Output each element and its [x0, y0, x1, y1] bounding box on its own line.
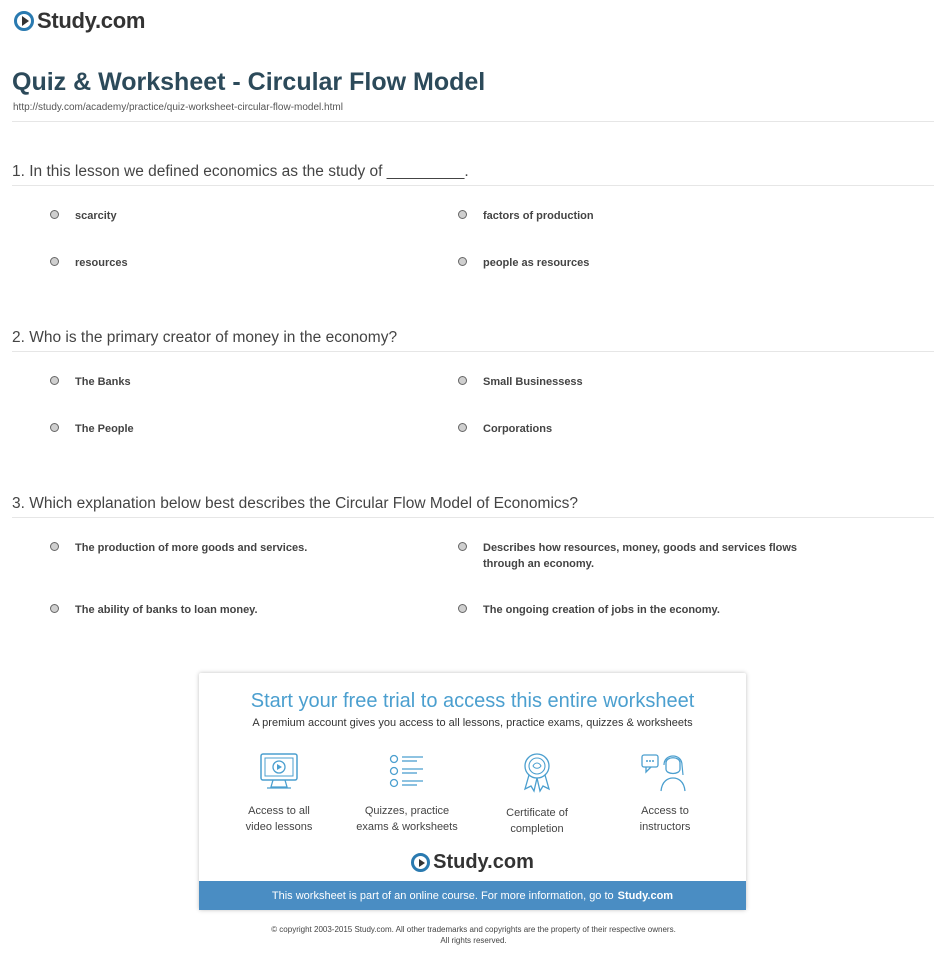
logo-text: Study.com	[37, 8, 146, 33]
feature-line: exams & worksheets	[356, 821, 458, 833]
feature-certificate	[472, 751, 602, 837]
answer-option[interactable]	[50, 602, 258, 618]
answer-option[interactable]	[50, 374, 131, 390]
feature-line: completion	[510, 823, 564, 835]
answer-label: Small Businessess	[483, 376, 583, 388]
divider	[12, 351, 934, 352]
answer-label: scarcity	[75, 210, 117, 222]
answer-label: The production of more goods and services.	[75, 542, 308, 554]
rights-line: All rights reserved.	[440, 936, 507, 945]
answer-option[interactable]	[50, 421, 134, 437]
radio-button[interactable]	[458, 423, 467, 432]
answer-label: The Banks	[75, 376, 131, 388]
copyright-footer	[0, 924, 947, 946]
answer-label: The People	[75, 423, 134, 435]
answer-option[interactable]	[50, 255, 128, 271]
feature-line: Certificate of	[506, 807, 568, 819]
divider	[12, 121, 934, 122]
promo-logo[interactable]	[199, 851, 746, 874]
radio-button[interactable]	[458, 257, 467, 266]
page-url[interactable]: http://study.com/academy/practice/quiz-worksheet-circular-flow-model.html	[13, 102, 343, 113]
answer-option[interactable]	[50, 540, 307, 556]
answer-label: Corporations	[483, 423, 553, 435]
promo-subline: A premium account gives you access to all lessons, practice exams, quizzes & worksheets	[252, 717, 693, 729]
answer-option[interactable]	[458, 540, 838, 572]
promo-logo-text: Study.com	[433, 851, 534, 873]
quiz-list-icon	[385, 751, 429, 793]
feature-line: Quizzes, practice	[364, 805, 450, 817]
divider	[12, 517, 934, 518]
play-logo-icon	[14, 11, 34, 31]
answer-label: The ongoing creation of jobs in the economy.	[483, 604, 720, 616]
radio-button[interactable]	[50, 423, 59, 432]
feature-line: Access to	[641, 805, 689, 817]
promo-headline[interactable]: Start your free trial to access this entire worksheet	[250, 690, 695, 712]
feature-line: Access to all	[248, 805, 310, 817]
radio-button[interactable]	[50, 604, 59, 613]
feature-instructors	[600, 751, 730, 835]
feature-video-lessons	[214, 751, 344, 835]
video-lesson-icon	[257, 751, 301, 793]
page-title: Quiz & Worksheet - Circular Flow Model	[12, 68, 486, 96]
answer-label: resources	[75, 257, 128, 269]
answer-option[interactable]	[50, 208, 117, 224]
radio-button[interactable]	[50, 257, 59, 266]
radio-button[interactable]	[458, 542, 467, 551]
copyright-line: © copyright 2003-2015 Study.com. All other trademarks and copyrights are the property of their respective owners.	[271, 925, 676, 934]
study-link[interactable]: Study.com	[617, 889, 674, 902]
free-trial-promo	[199, 673, 746, 910]
radio-button[interactable]	[50, 376, 59, 385]
instructor-icon	[640, 751, 690, 793]
divider	[12, 185, 934, 186]
answer-option[interactable]	[458, 602, 720, 618]
answer-label: factors of production	[483, 210, 594, 222]
question-1: 1. In this lesson we defined economics as the study of _________.	[12, 163, 469, 180]
answer-option[interactable]	[458, 208, 594, 224]
question-3: 3. Which explanation below best describes the Circular Flow Model of Economics?	[12, 495, 579, 512]
feature-line: video lessons	[245, 821, 313, 833]
radio-button[interactable]	[458, 210, 467, 219]
bar-text: This worksheet is part of an online course. For more information, go to	[271, 889, 614, 902]
radio-button[interactable]	[50, 542, 59, 551]
answer-label: people as resources	[483, 257, 590, 269]
answer-option[interactable]	[458, 255, 589, 271]
answer-label: The ability of banks to loan money.	[75, 604, 258, 616]
course-info-bar	[199, 881, 746, 910]
answer-option[interactable]	[458, 421, 552, 437]
certificate-icon	[515, 751, 559, 795]
play-logo-icon	[411, 853, 430, 872]
radio-button[interactable]	[458, 376, 467, 385]
answer-label: Describes how resources, money, goods and services flows through an economy.	[483, 542, 798, 570]
question-2: 2. Who is the primary creator of money in the economy?	[12, 329, 398, 346]
radio-button[interactable]	[458, 604, 467, 613]
feature-line: instructors	[639, 821, 691, 833]
feature-quizzes	[342, 751, 472, 835]
answer-option[interactable]	[458, 374, 583, 390]
study-logo[interactable]	[14, 8, 145, 34]
radio-button[interactable]	[50, 210, 59, 219]
